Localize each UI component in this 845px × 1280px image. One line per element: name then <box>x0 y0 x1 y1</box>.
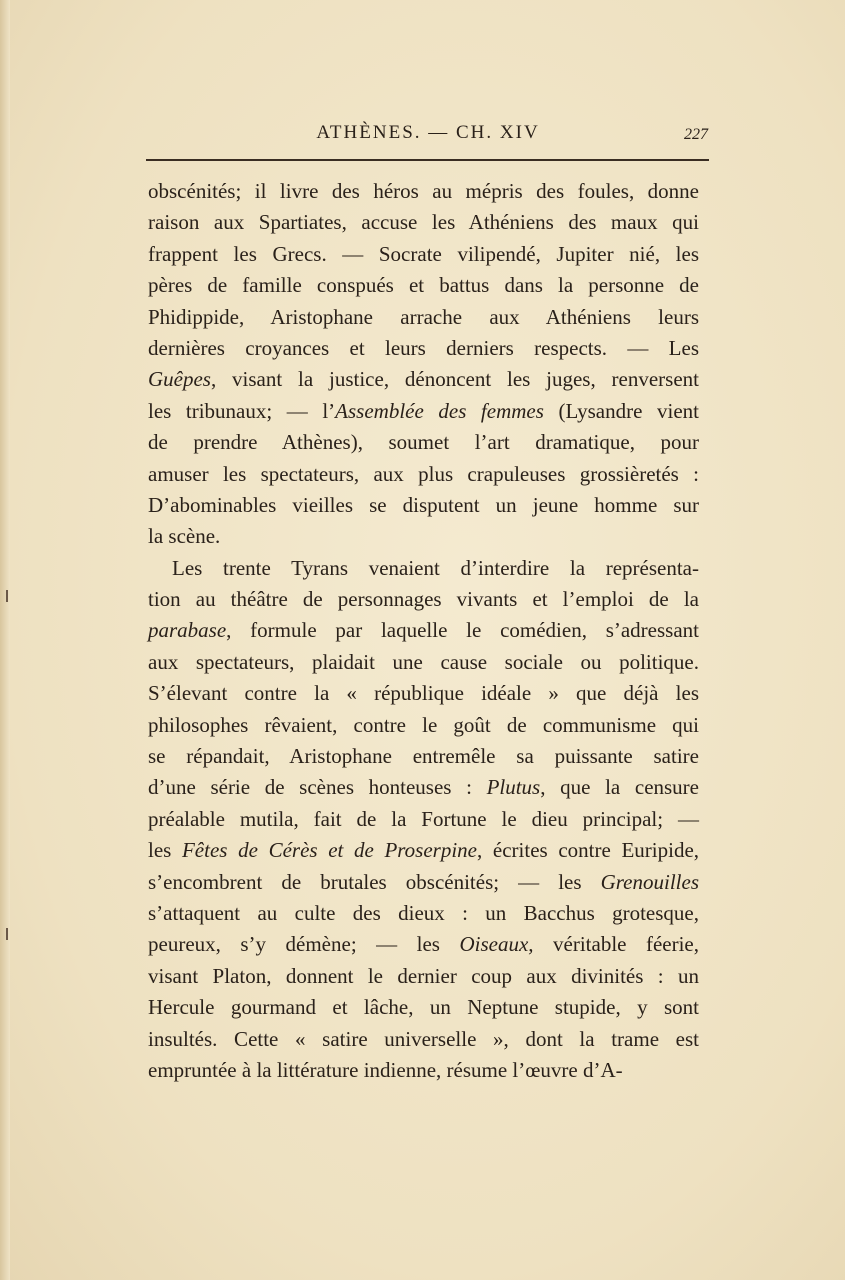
margin-mark <box>6 590 8 602</box>
italic-title: parabase <box>148 618 227 643</box>
text-line <box>148 772 699 803</box>
text-segment: raison aux Spartiates, accuse les Athéniens des maux qui <box>148 210 699 235</box>
text-line <box>148 490 699 521</box>
text-segment: les <box>148 838 182 863</box>
text-segment: , formule par laquelle le comédien, s’adressant <box>226 618 699 643</box>
text-segment: (Lysandre vient <box>543 398 699 423</box>
text-line <box>148 207 699 238</box>
text-segment: les tribunaux; — l’ <box>148 398 336 423</box>
page-gutter <box>0 0 10 1280</box>
text-line <box>148 615 699 646</box>
italic-title: Oiseaux, <box>459 932 534 957</box>
text-segment: de prendre Athènes), soumet l’art dramatique, pour <box>148 430 699 455</box>
text-segment: philosophes rêvaient, contre le goût de communisme qui <box>148 712 699 737</box>
italic-title: Assemblée des femmes <box>335 398 544 423</box>
text-segment: Les trente Tyrans venaient d’interdire la représenta- <box>172 555 699 580</box>
text-line <box>148 239 699 270</box>
text-line <box>148 427 699 458</box>
text-segment: frappent les Grecs. — Socrate vilipendé, Jupiter nié, les <box>148 241 699 266</box>
page-header <box>148 122 708 152</box>
body-text <box>148 176 699 1086</box>
running-title: ATHÈNES. — CH. XIV <box>316 122 540 143</box>
text-segment: pères de famille conspués et battus dans la personne de <box>148 273 699 298</box>
text-segment: Hercule gourmand et lâche, un Neptune stupide, y sont <box>148 995 699 1020</box>
text-line <box>148 929 699 960</box>
text-line <box>148 804 699 835</box>
text-segment: s’encombrent de brutales obscénités; — les <box>148 869 601 894</box>
text-line <box>148 270 699 301</box>
text-segment: aux spectateurs, plaidait une cause sociale ou politique. <box>148 649 699 674</box>
text-segment: peureux, s’y démène; — les <box>148 932 460 957</box>
text-segment: Phidippide, Aristophane arrache aux Athéniens leurs <box>148 304 699 329</box>
text-segment: S’élevant contre la « république idéale » que déjà les <box>148 681 699 706</box>
text-line <box>148 835 699 866</box>
text-line <box>148 647 699 678</box>
text-segment: s’attaquent au culte des dieux : un Bacchus grotesque, <box>148 900 699 925</box>
text-segment: obscénités; il livre des héros au mépris des foules, donne <box>148 179 699 203</box>
text-segment: dernières croyances et leurs derniers respects. — Les <box>148 335 699 360</box>
text-segment: empruntée à la littérature indienne, résume l’œuvre d’A- <box>148 1057 623 1082</box>
text-line <box>148 961 699 992</box>
text-line <box>148 333 699 364</box>
text-segment: amuser les spectateurs, aux plus crapuleuses grossièretés : <box>148 461 699 486</box>
text-line <box>148 1024 699 1055</box>
text-line <box>148 396 699 427</box>
text-line <box>148 1055 699 1086</box>
text-line <box>148 898 699 929</box>
text-line <box>148 678 699 709</box>
text-segment: D’abominables vieilles se disputent un jeune homme sur <box>148 492 699 517</box>
text-line <box>148 176 699 207</box>
text-segment: , que la censure <box>540 775 699 800</box>
text-segment: véritable féerie, <box>533 932 699 957</box>
text-line <box>148 302 699 333</box>
text-segment: préalable mutila, fait de la Fortune le dieu principal; — <box>148 806 699 831</box>
text-segment: , écrites contre Euripide, <box>477 838 700 863</box>
text-line <box>148 992 699 1023</box>
text-line <box>148 867 699 898</box>
italic-title: Plutus <box>486 775 541 800</box>
text-segment: d’une série de scènes honteuses : <box>148 775 487 800</box>
text-line <box>148 710 699 741</box>
text-segment: la scène. <box>148 524 221 549</box>
text-segment: insultés. Cette « satire universelle », dont la trame est <box>148 1026 699 1051</box>
text-line <box>148 364 699 395</box>
text-segment: se répandait, Aristophane entremêle sa puissante satire <box>148 744 699 769</box>
text-segment: , visant la justice, dénoncent les juges, renversent <box>210 367 699 392</box>
text-line <box>148 741 699 772</box>
text-segment: visant Platon, donnent le dernier coup aux divinités : un <box>148 963 699 988</box>
page-number: 227 <box>684 126 708 143</box>
italic-title: Fêtes de Cérès et de Proserpine <box>181 838 478 863</box>
text-line <box>148 521 699 552</box>
text-line <box>148 459 699 490</box>
text-segment: tion au théâtre de personnages vivants et l’emploi de la <box>148 587 699 612</box>
italic-title: Grenouilles <box>600 869 699 894</box>
text-line <box>148 584 699 615</box>
margin-mark <box>6 928 8 940</box>
italic-title: Guêpes <box>148 367 211 392</box>
header-rule <box>146 159 709 161</box>
text-line <box>148 553 699 584</box>
